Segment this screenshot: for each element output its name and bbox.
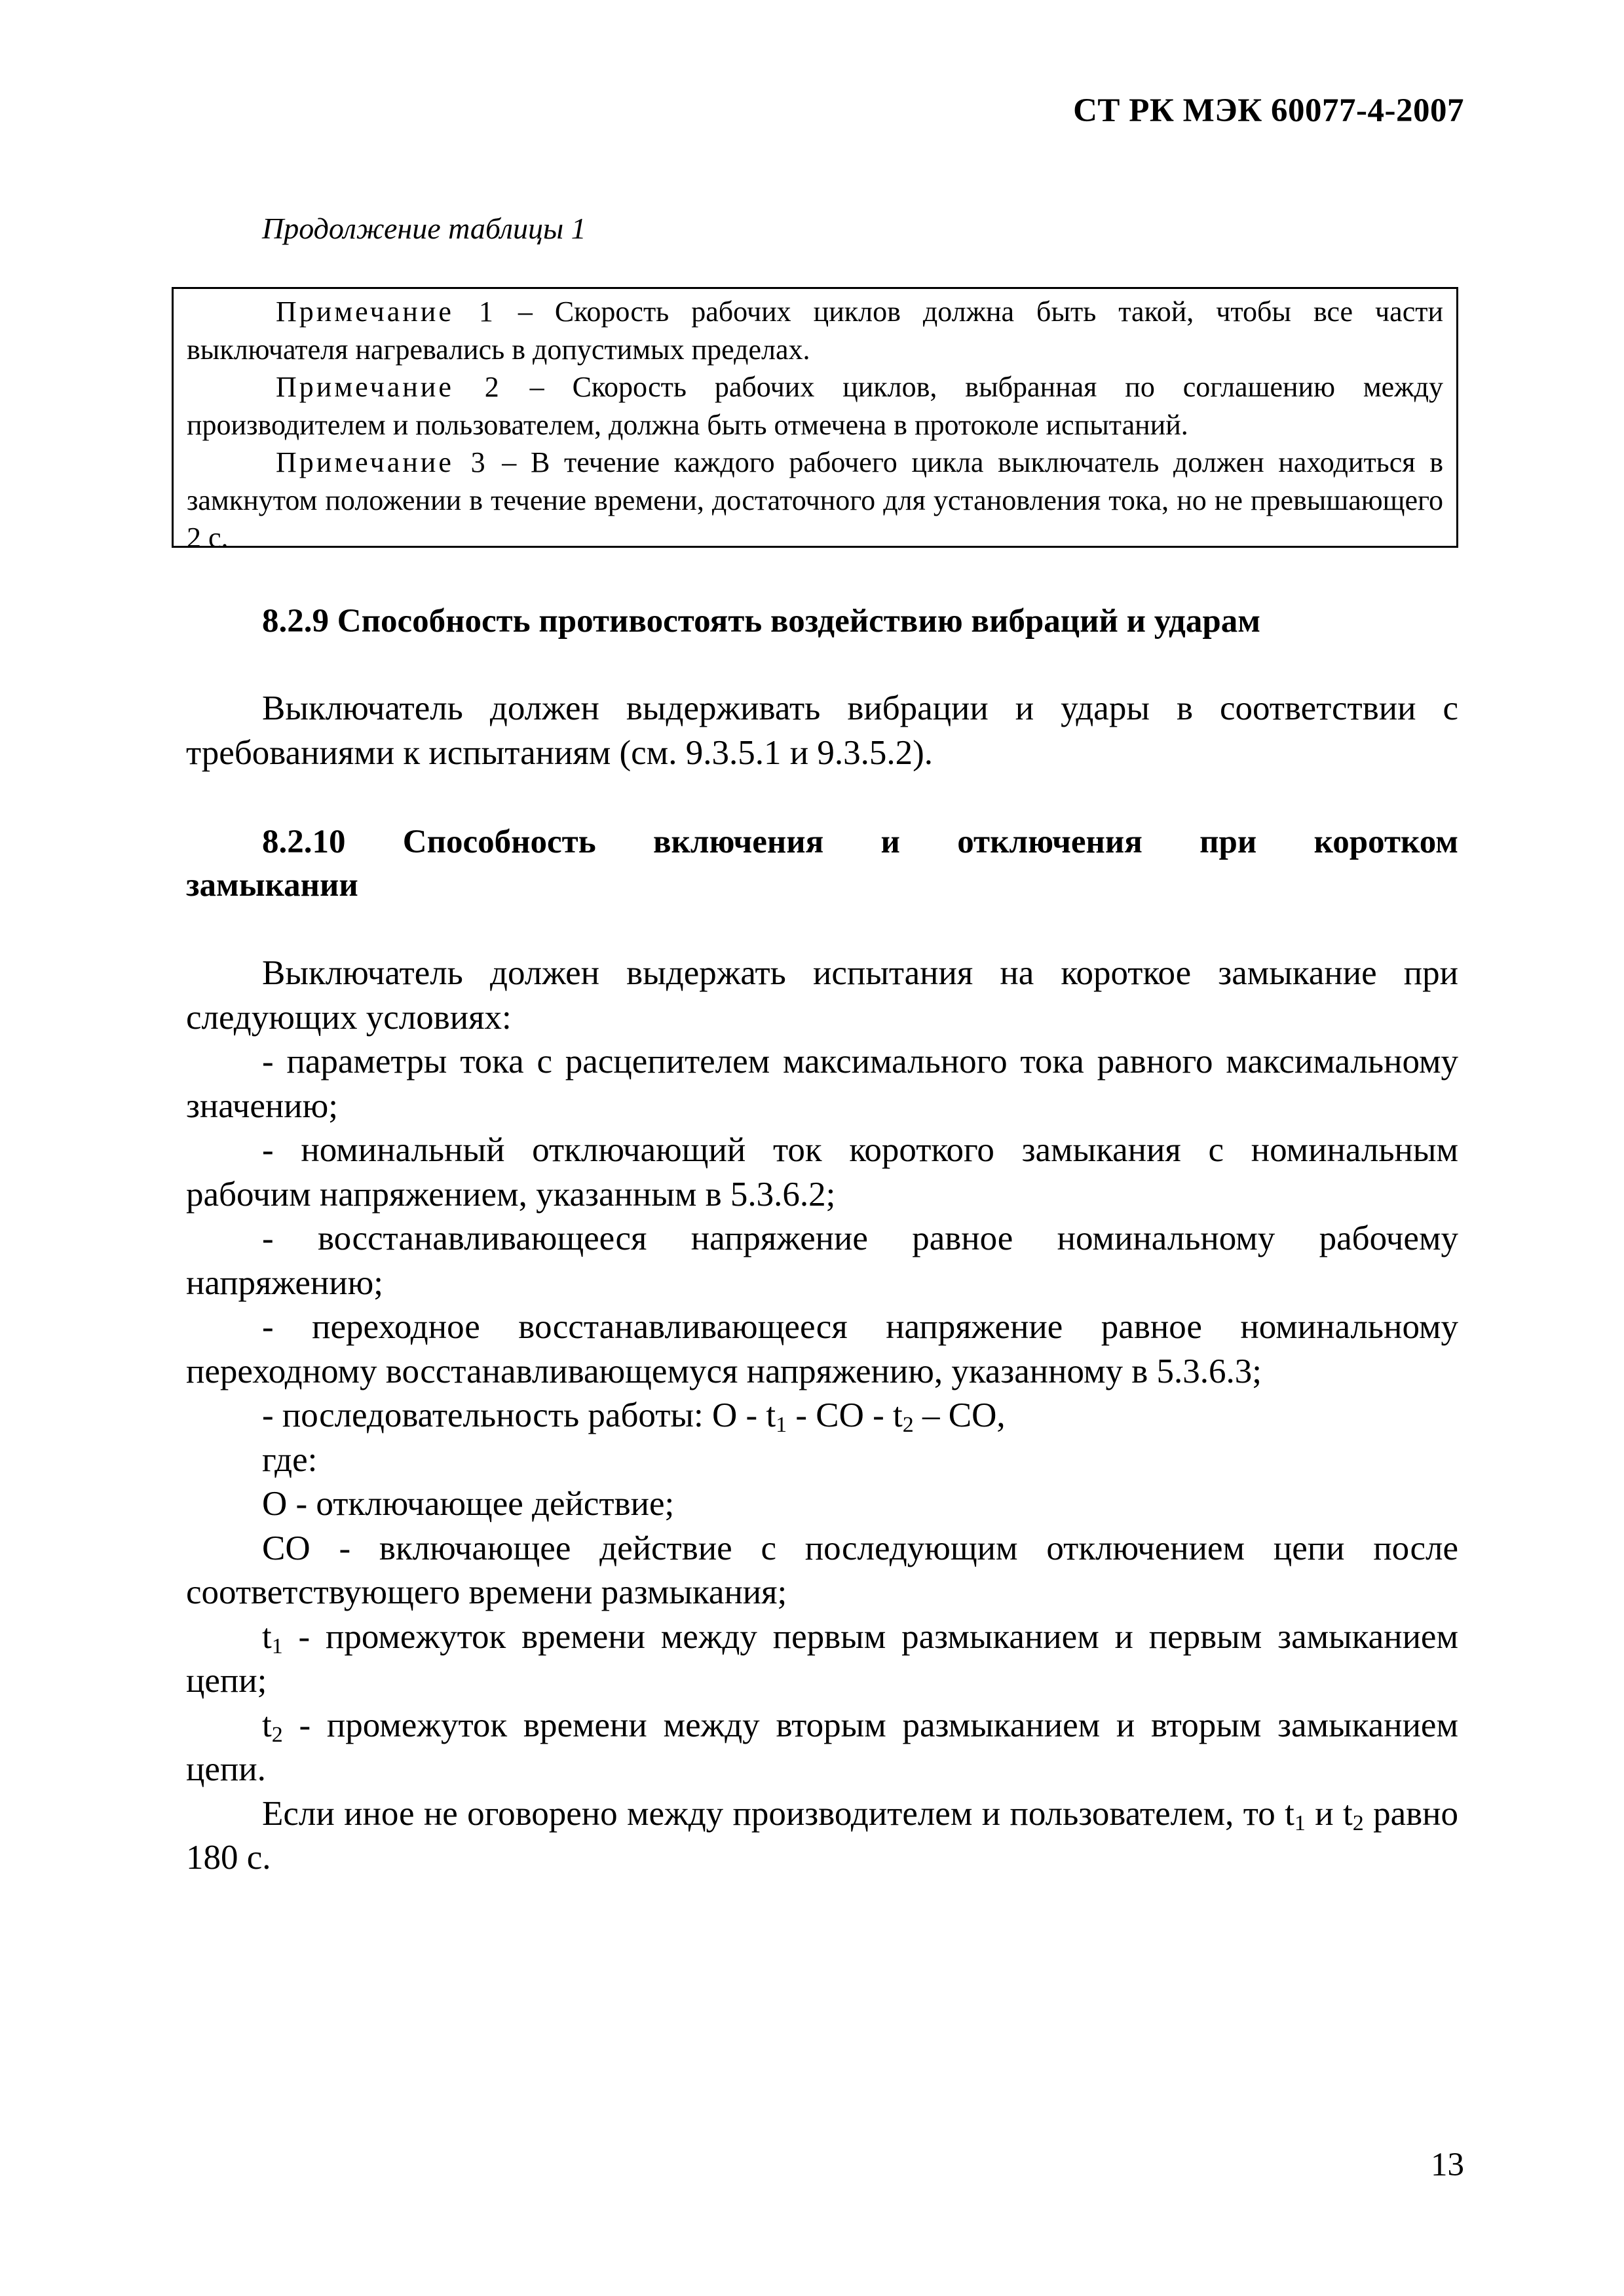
- note-3: [187, 444, 1443, 557]
- note-2-label: Примечание 2: [276, 371, 502, 403]
- condition-item: - параметры тока с расцепителем максимального тока равного максимальному значению;: [186, 1043, 1458, 1125]
- table-continuation-label: Продолжение таблицы 1: [262, 212, 586, 245]
- notes-box: [172, 287, 1458, 554]
- condition-item: - восстанавливающееся напряжение равное номинальному рабочему напряжению;: [186, 1219, 1458, 1302]
- section-8-2-10-heading-line1: 8.2.10 Способность включения и отключения при коротком: [262, 824, 1458, 860]
- note-2-text: – Скорость рабочих циклов, выбранная по соглашению между производителем и пользователем, должна быть отмечена в протоколе испытаний.: [187, 371, 1443, 441]
- note-1-label: Примечание 1: [276, 296, 496, 328]
- section-8-2-10-heading-line2: замыкании: [186, 867, 358, 904]
- note-1-text: – Скорость рабочих циклов должна быть такой, чтобы все части выключателя нагревались в допустимых пределах.: [187, 296, 1443, 366]
- condition-item: - переходное восстанавливающееся напряжение равное номинальному переходному восстанавливающемуся напряжению, указанному в 5.3.6.3;: [186, 1308, 1458, 1390]
- section-8-2-10-body: [186, 951, 1458, 1881]
- where-label: где:: [262, 1440, 318, 1479]
- document-code: СТ РК МЭК 60077-4-2007: [1073, 92, 1464, 129]
- intro-paragraph: Выключатель должен выдержать испытания на короткое замыкание при следующих условиях:: [186, 954, 1458, 1037]
- note-3-text: – В течение каждого рабочего цикла выключатель должен находиться в замкнутом положении в течение времени, достаточного для установления тока, но не превышающего 2 с.: [187, 446, 1443, 554]
- note-3-label: Примечание 3: [276, 446, 488, 478]
- definition-co: CO - включающее действие с последующим отключением цепи после соответствующего времени размыкания;: [186, 1529, 1458, 1611]
- section-8-2-10-heading: [186, 820, 1458, 907]
- definition-o: О - отключающее действие;: [262, 1485, 675, 1523]
- page-number: 13: [1431, 2147, 1464, 2183]
- note-2: [187, 368, 1443, 444]
- final-paragraph: Если иное не оговорено между производителем и пользователем, то $t_1$ и $t_2$ равно 180 с.: [186, 1794, 1458, 1877]
- section-8-2-9-body: [186, 687, 1458, 775]
- condition-item: - номинальный отключающий ток короткого замыкания с номинальным рабочим напряжением, указанным в 5.3.6.2;: [186, 1131, 1458, 1214]
- sequence-item: - последовательность работы: О - $t_1$ - CO - $t_2$ – CO,: [262, 1396, 1006, 1437]
- definition-t2: $t_2$ - промежуток времени между вторым размыканием и вторым замыканием цепи.: [186, 1706, 1458, 1788]
- section-8-2-9-paragraph: Выключатель должен выдерживать вибрации и удары в соответствии с требованиями к испытаниям (см. 9.3.5.1 и 9.3.5.2).: [186, 689, 1458, 772]
- section-8-2-9-heading: 8.2.9 Способность противостоять воздействию вибраций и ударам: [262, 603, 1260, 640]
- definition-t1: $t_1$ - промежуток времени между первым размыканием и первым замыканием цепи;: [186, 1617, 1458, 1700]
- note-1: [187, 293, 1443, 368]
